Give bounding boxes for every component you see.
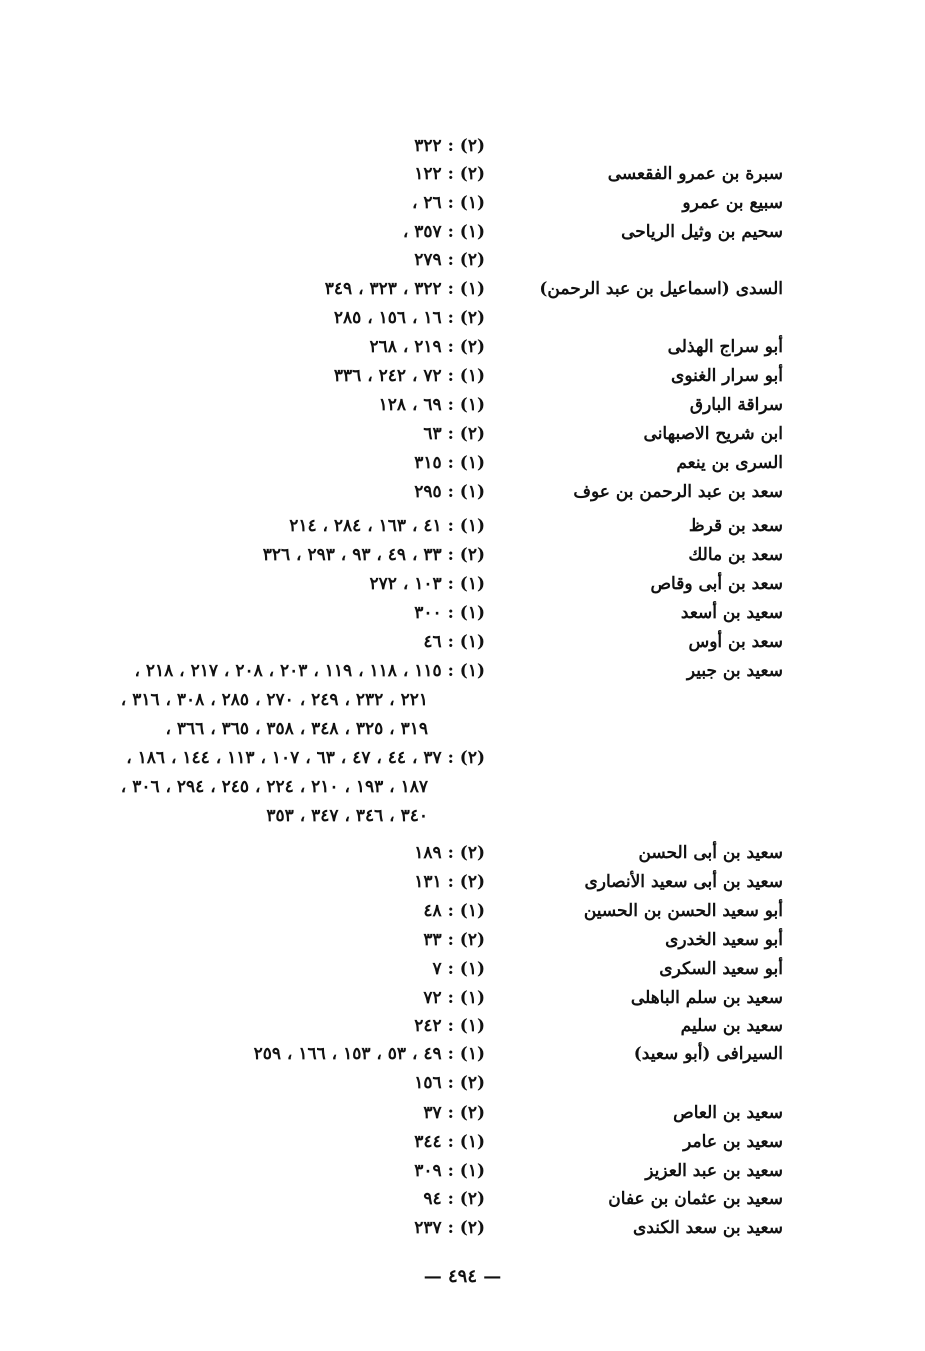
- index-name: سعيد بن أبى سعيد الأنصارى: [584, 872, 783, 892]
- index-refs: (١) : ٢٩٥: [414, 482, 485, 502]
- index-refs: (١) : ٤٨: [423, 901, 485, 921]
- index-refs: (٢) : ١٦ ، ١٥٦ ، ٢٨٥: [333, 308, 485, 328]
- index-refs: (١) : ١١٥ ، ١١٨ ، ١١٩ ، ٢٠٣ ، ٢٠٨ ، ٢١٧ ، ٢١٨ ،: [134, 661, 485, 681]
- page-number: — ٤٩٤ —: [423, 1266, 502, 1287]
- index-name: سعيد بن عثمان بن عفان: [608, 1189, 783, 1209]
- index-name: ابن شريح الاصبهانى: [643, 424, 783, 444]
- index-name: سعيد بن أبى الحسن: [638, 843, 783, 863]
- index-name: سعد بن مالك: [688, 545, 783, 565]
- index-refs: (٢) : ٣٧: [423, 1103, 485, 1123]
- index-refs: (٢) : ٣٣: [423, 930, 485, 950]
- index-refs: (١) : ٤٩ ، ٥٣ ، ١٥٣ ، ١٦٦ ، ٢٥٩: [253, 1044, 485, 1064]
- index-refs: (١) : ٣٥٧ ،: [402, 222, 485, 242]
- index-refs: (٢) : ٢٣٧: [414, 1218, 485, 1238]
- index-name: السيرافى (أبو سعيد): [633, 1044, 783, 1064]
- index-refs: (١) : ٧: [432, 959, 485, 979]
- index-refs: (٢) : ٦٣: [423, 424, 485, 444]
- index-name: سعيد بن سليم: [680, 1016, 783, 1036]
- index-name: سعيد بن عامر: [683, 1132, 783, 1152]
- index-refs: (٢) : ١٣١: [414, 872, 485, 892]
- index-refs-continuation: ١٨٧ ، ١٩٣ ، ٢١٠ ، ٢٢٤ ، ٢٤٥ ، ٢٩٤ ، ٣٠٦ ،: [120, 777, 428, 797]
- index-refs: (١) : ٢٤٢: [414, 1016, 485, 1036]
- index-refs: (٢) : ٢٧٩: [414, 250, 485, 270]
- index-name: سبيع بن عمرو: [682, 193, 783, 213]
- index-name: أبو سرار الغنوى: [671, 366, 783, 386]
- index-name: سعيد بن سعد الكندى: [633, 1218, 783, 1238]
- index-name: سراقة البارق: [689, 395, 783, 415]
- index-refs-continuation: ٣٤٠ ، ٣٤٦ ، ٣٤٧ ، ٣٥٣: [266, 806, 428, 826]
- index-name: سبرة بن عمرو الفقعسى: [607, 164, 783, 184]
- index-refs: (٢) : ٩٤: [423, 1189, 485, 1209]
- index-refs: (١) : ٧٢: [423, 988, 485, 1008]
- index-refs: (٢) : ١٨٩: [414, 843, 485, 863]
- index-refs: (١) : ٧٢ ، ٢٤٢ ، ٣٣٦: [333, 366, 485, 386]
- index-refs: (١) : ٣٤٤: [414, 1132, 485, 1152]
- index-refs-continuation: ٢٢١ ، ٢٣٢ ، ٢٤٩ ، ٢٧٠ ، ٢٨٥ ، ٣٠٨ ، ٣١٦ ،: [120, 690, 428, 710]
- index-name: سعد بن أوس: [688, 632, 783, 652]
- index-refs: (٢) : ١٥٦: [414, 1073, 485, 1093]
- index-refs: (١) : ٣٢٢ ، ٣٢٣ ، ٣٤٩: [324, 279, 485, 299]
- index-name: أبو سعيد الخدرى: [665, 930, 783, 950]
- index-name: أبو سعيد الحسن بن الحسين: [583, 901, 783, 921]
- index-name: سعد بن أبى وقاص: [650, 574, 783, 594]
- index-name: سعد بن عبد الرحمن بن عوف: [573, 482, 783, 502]
- index-refs: (٢) : ٢١٩ ، ٢٦٨: [369, 337, 485, 357]
- index-name: سعيد بن العاص: [673, 1103, 783, 1123]
- index-refs: (١) : ٤٦: [423, 632, 485, 652]
- index-refs-continuation: ٣١٩ ، ٣٢٥ ، ٣٤٨ ، ٣٥٨ ، ٣٦٥ ، ٣٦٦ ،: [165, 719, 428, 739]
- index-refs: (١) : ٣١٥: [414, 453, 485, 473]
- index-name: سعيد بن سلم الباهلى: [630, 988, 783, 1008]
- index-name: أبو سراج الهذلى: [667, 337, 783, 357]
- index-refs: (١) : ٦٩ ، ١٢٨: [378, 395, 485, 415]
- index-name: سعيد بن جبير: [686, 661, 783, 681]
- index-refs: (٢) : ١٢٢: [414, 164, 485, 184]
- index-refs: (١) : ٤١ ، ١٦٣ ، ٢٨٤ ، ٢١٤: [289, 516, 485, 536]
- index-name: سحيم بن وثيل الرياحى: [621, 222, 783, 242]
- index-refs: (٢) : ٣٧ ، ٤٤ ، ٤٧ ، ٦٣ ، ١٠٧ ، ١١٣ ، ١٤٤ ، ١٨٦ ،: [126, 748, 485, 768]
- index-refs: (١) : ٣٠٩: [414, 1161, 485, 1181]
- index-name: سعيد بن عبد العزيز: [645, 1161, 783, 1181]
- index-name: سعيد بن أسعد: [680, 603, 783, 623]
- index-refs: (٢) : ٣٢٢: [414, 136, 485, 156]
- index-refs: (١) : ٣٠٠: [414, 603, 485, 623]
- index-name: أبو سعيد السكرى: [659, 959, 783, 979]
- index-name: السرى بن ينعم: [676, 453, 783, 473]
- index-refs: (١) : ٢٦ ،: [411, 193, 485, 213]
- index-refs: (٢) : ٣٣ ، ٤٩ ، ٩٣ ، ٢٩٣ ، ٣٢٦: [262, 545, 485, 565]
- index-name: سعد بن قرظ: [688, 516, 783, 536]
- index-name: السدى (اسماعيل بن عبد الرحمن): [539, 279, 783, 299]
- index-refs: (١) : ١٠٣ ، ٢٧٢: [369, 574, 485, 594]
